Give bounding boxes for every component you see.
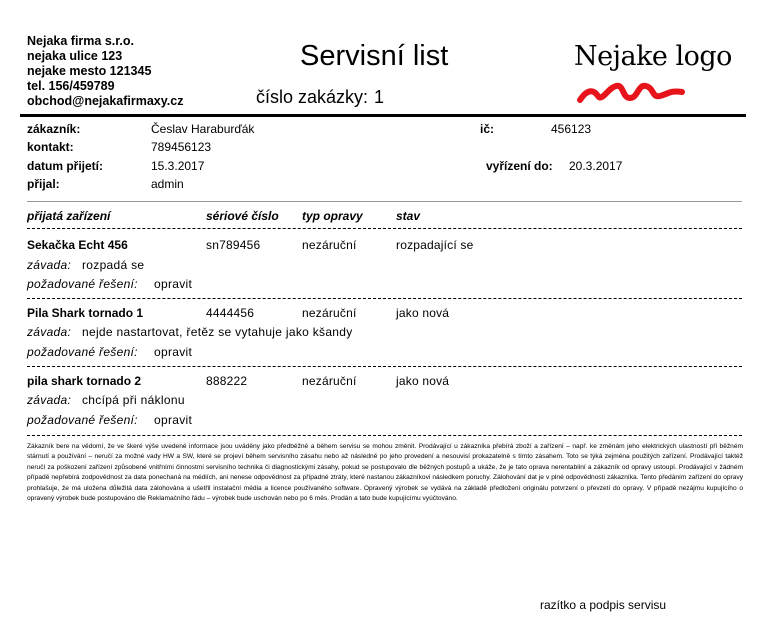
defect-label: závada: — [27, 325, 72, 339]
accepted-by-value: admin — [151, 177, 184, 191]
company-logo — [574, 38, 732, 114]
order-label: číslo zakázky: — [256, 87, 369, 107]
device-state: rozpadající se — [396, 238, 474, 252]
company-name: Nejaka firma s.r.o. — [27, 34, 135, 48]
solution-value: opravit — [154, 277, 193, 291]
device-serial: 888222 — [206, 374, 248, 388]
terms-text: Zákazník bere na vědomí, že ve škeré výše uvedené informace jsou uváděny jako předběžné a během servisu se mohou změnit. Prodávající u zákazníka přebírá zboží a zařízení – např. ke změnám jeho elektrických ulastností při běžném stárnutí a používání – neručí za možné vady HW a SW, které se projeví během servisního zásahu nebo až následně po jeho provedení a nesouvisí prokazatelně s tímto zásahem. Toto se týká zejména použitých zařízení. Prodávající taktéž neručí za poškození zařízení způsobené vnitřními činnostmi servisního technika či diagnostickými zásahy, pokud se postupovalo dle běžných postupů a ukáže, že je tato oprava nerentabilní a zákazník od opravy ustoupí. Prodávající v žádném případě nepřebírá zodpovědnost za data ponechaná na médiích, ani nenese odpovědnost za případné ztráty, které nastanou zákazníkovi následkem poruchy. Zálohování dat je v plné odpovědnosti zákazníka. Tento předáním zařízení do opravy prohlašuje, že má uložena důležitá data zálohována a ušetřil instalační média a licence používaného software. Opravený výrobek se vydává na základě předložení originálu potvrzení o převzetí do opravy. V případě nezájmu kupujícího o opravený výrobek bude postupováno dle Reklamačního řádu – výrobek bude uschován nebo po 6 měs. Prodán a tato bude kupujícímu vyúčtováno. — [27, 443, 743, 503]
contact-value: 789456123 — [151, 140, 212, 154]
company-phone: tel. 156/459789 — [27, 79, 115, 93]
solution-label: požadované řešení: — [27, 413, 138, 427]
order-number — [256, 87, 384, 108]
defect-value: chcípá při náklonu — [82, 393, 185, 407]
due-date-label: vyřízení do: — [486, 159, 553, 173]
document-title: Servisní list — [300, 40, 449, 72]
defect-value: nejde nastartovat, řetěz se vytahuje jako kšandy — [82, 325, 353, 339]
customer-label: zákazník: — [27, 122, 81, 136]
accepted-by-label: přijal: — [27, 177, 60, 191]
header-state: stav — [396, 209, 421, 223]
header-repair-type: typ opravy — [302, 209, 363, 223]
device-name: Sekačka Echt 456 — [27, 238, 128, 252]
header-devices: přijatá zařízení — [27, 209, 111, 223]
company-street: nejaka ulice 123 — [27, 49, 123, 63]
received-date-label: datum přijetí: — [27, 159, 104, 173]
ic-label: ič: — [480, 122, 495, 136]
device-repair-type: nezáruční — [302, 374, 357, 388]
row-divider — [27, 435, 742, 436]
device-name: pila shark tornado 2 — [27, 374, 142, 388]
solution-value: opravit — [154, 345, 193, 359]
row-divider — [27, 366, 742, 367]
logo-text: Nejake logo — [574, 41, 732, 72]
customer-value: Česlav Haraburďák — [151, 122, 255, 136]
received-date-value: 15.3.2017 — [151, 159, 205, 173]
device-state: jako nová — [396, 306, 450, 320]
row-divider — [27, 298, 742, 299]
device-serial: sn789456 — [206, 238, 261, 252]
info-divider — [27, 201, 742, 202]
order-value: 1 — [374, 87, 385, 107]
due-date-value: 20.3.2017 — [569, 159, 623, 173]
device-name: Pila Shark tornado 1 — [27, 306, 144, 320]
company-address — [27, 34, 183, 109]
solution-value: opravit — [154, 413, 193, 427]
table-divider — [27, 228, 742, 229]
company-city: nejake mesto 121345 — [27, 64, 152, 78]
stamp-signature-label: razítko a podpis servisu — [540, 598, 667, 612]
header-divider — [20, 114, 746, 117]
device-repair-type: nezáruční — [302, 306, 357, 320]
ic-value: 456123 — [551, 122, 592, 136]
company-email: obchod@nejakafirmaxy.cz — [27, 94, 184, 108]
device-state: jako nová — [396, 374, 450, 388]
defect-label: závada: — [27, 393, 72, 407]
defect-value: rozpadá se — [82, 258, 145, 272]
device-serial: 4444456 — [206, 306, 255, 320]
header-serial: sériové číslo — [206, 209, 279, 223]
defect-label: závada: — [27, 258, 72, 272]
contact-label: kontakt: — [27, 140, 74, 154]
logo-swoosh-icon — [574, 78, 686, 108]
device-repair-type: nezáruční — [302, 238, 357, 252]
solution-label: požadované řešení: — [27, 345, 138, 359]
solution-label: požadované řešení: — [27, 277, 138, 291]
